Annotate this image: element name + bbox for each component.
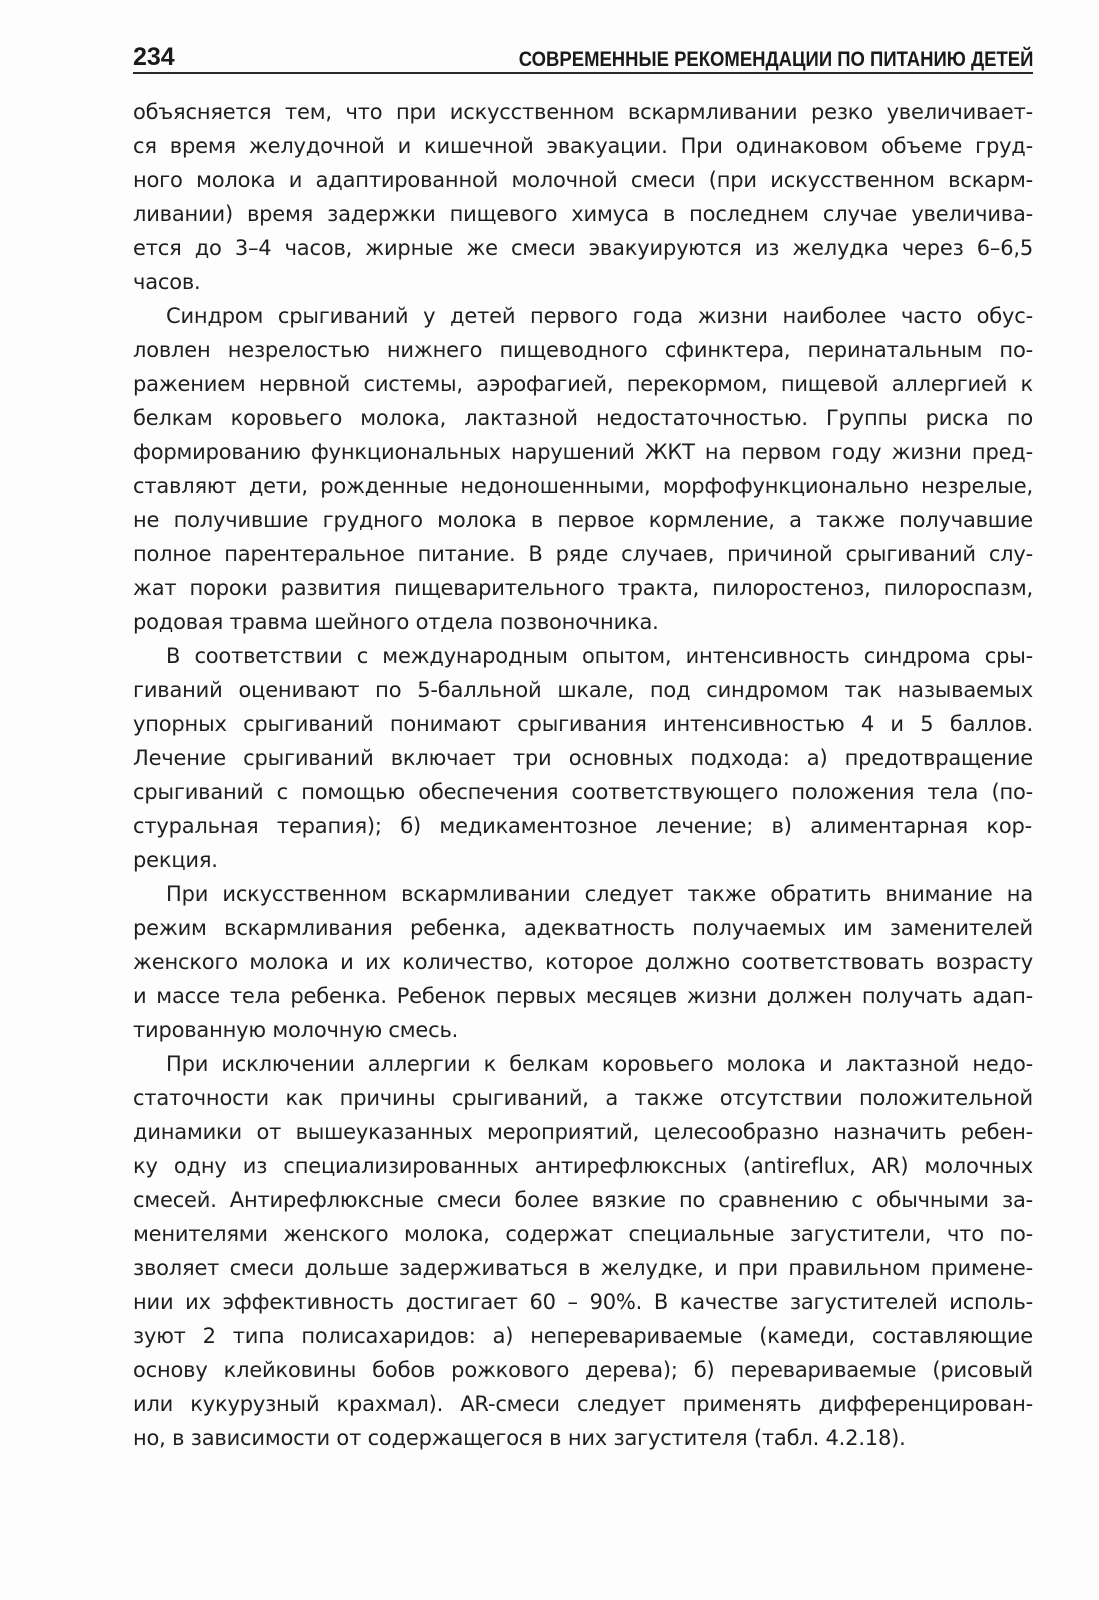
text-line: упорных срыгиваний понимают срыгивания интенсивностью 4 и 5 баллов. <box>133 712 1033 736</box>
text-line: родовая травма шейного отдела позвоночника. <box>133 610 659 634</box>
text-line: нии их эффективность достигает 60 – 90%. В качестве загустителей исполь- <box>133 1290 1033 1314</box>
text-line: стуральная терапия); б) медикаментозное лечение; в) алиментарная кор- <box>133 814 1033 838</box>
text-line: гиваний оценивают по 5-балльной шкале, под синдромом так называемых <box>133 678 1033 702</box>
text-line: При исключении аллергии к белкам коровьего молока и лактазной недо- <box>166 1052 1033 1076</box>
text-line: ку одну из специализированных антирефлюксных (antireflux, AR) молочных <box>133 1154 1033 1178</box>
text-line: женского молока и их количество, которое должно соответствовать возрасту <box>133 950 1033 974</box>
text-line: Синдром срыгиваний у детей первого года жизни наиболее часто обус- <box>166 304 1033 328</box>
text-line: срыгиваний с помощью обеспечения соответствующего положения тела (по- <box>133 780 1033 804</box>
text-line: тированную молочную смесь. <box>133 1018 459 1042</box>
text-line: зволяет смеси дольше задерживаться в желудке, и при правильном примене- <box>133 1256 1033 1280</box>
text-line: не получившие грудного молока в первое кормление, а также получавшие <box>133 508 1033 532</box>
text-line: ражением нервной системы, аэрофагией, перекормом, пищевой аллергией к <box>133 372 1033 396</box>
running-head <box>133 34 1033 74</box>
body-text <box>133 95 1033 1455</box>
text-line: основу клейковины бобов рожкового дерева); б) перевариваемые (рисовый <box>133 1358 1033 1382</box>
paragraph <box>133 877 1033 1047</box>
text-line: режим вскармливания ребенка, адекватность получаемых им заменителей <box>133 916 1033 940</box>
text-line: динамики от вышеуказанных мероприятий, целесообразно назначить ребен- <box>133 1120 1033 1144</box>
text-line: смесей. Антирефлюксные смеси более вязкие по сравнению с обычными за- <box>133 1188 1033 1212</box>
text-line: белкам коровьего молока, лактазной недостаточностью. Группы риска по <box>133 406 1033 430</box>
text-line: менителями женского молока, содержат специальные загустители, что по- <box>133 1222 1033 1246</box>
text-line: ся время желудочной и кишечной эвакуации. При одинаковом объеме груд- <box>133 134 1033 158</box>
text-line: но, в зависимости от содержащегося в них загустителя (табл. 4.2.18). <box>133 1426 906 1450</box>
text-line: жат пороки развития пищеварительного тракта, пилоростеноз, пилороспазм, <box>133 576 1033 600</box>
text-line: ного молока и адаптированной молочной смеси (при искусственном вскарм- <box>133 168 1033 192</box>
text-line: Лечение срыгиваний включает три основных подхода: а) предотвращение <box>133 746 1033 770</box>
paragraph <box>133 639 1033 877</box>
text-line: В соответствии с международным опытом, интенсивность синдрома сры- <box>166 644 1033 668</box>
paragraph <box>133 1047 1033 1455</box>
page-number: 234 <box>133 43 175 71</box>
paragraph <box>133 95 1033 299</box>
text-line: статочности как причины срыгиваний, а также отсутствии положительной <box>133 1086 1033 1110</box>
text-line: При искусственном вскармливании следует также обратить внимание на <box>166 882 1033 906</box>
text-line: ловлен незрелостью нижнего пищеводного сфинктера, перинатальным по- <box>133 338 1033 362</box>
text-line: и массе тела ребенка. Ребенок первых месяцев жизни должен получать адап- <box>133 984 1033 1008</box>
text-line: или кукурузный крахмал). AR-смеси следует применять дифференцирован- <box>133 1392 1033 1416</box>
text-line: объясняется тем, что при искусственном вскармливании резко увеличивает- <box>133 100 1033 124</box>
paragraph <box>133 299 1033 639</box>
text-line: формированию функциональных нарушений ЖКТ на первом году жизни пред- <box>133 440 1033 464</box>
text-line: ставляют дети, рожденные недоношенными, морфофункционально незрелые, <box>133 474 1033 498</box>
text-line: ливании) время задержки пищевого химуса в последнем случае увеличива- <box>133 202 1033 226</box>
running-title: СОВРЕМЕННЫЕ РЕКОМЕНДАЦИИ ПО ПИТАНИЮ ДЕТЕЙ <box>518 46 1033 71</box>
text-line: ется до 3–4 часов, жирные же смеси эвакуируются из желудка через 6–6,5 <box>133 236 1033 260</box>
text-line: зуют 2 типа полисахаридов: а) неперевариваемые (камеди, составляющие <box>133 1324 1033 1348</box>
text-line: часов. <box>133 270 201 294</box>
text-line: рекция. <box>133 848 218 872</box>
text-line: полное парентеральное питание. В ряде случаев, причиной срыгиваний слу- <box>133 542 1033 566</box>
